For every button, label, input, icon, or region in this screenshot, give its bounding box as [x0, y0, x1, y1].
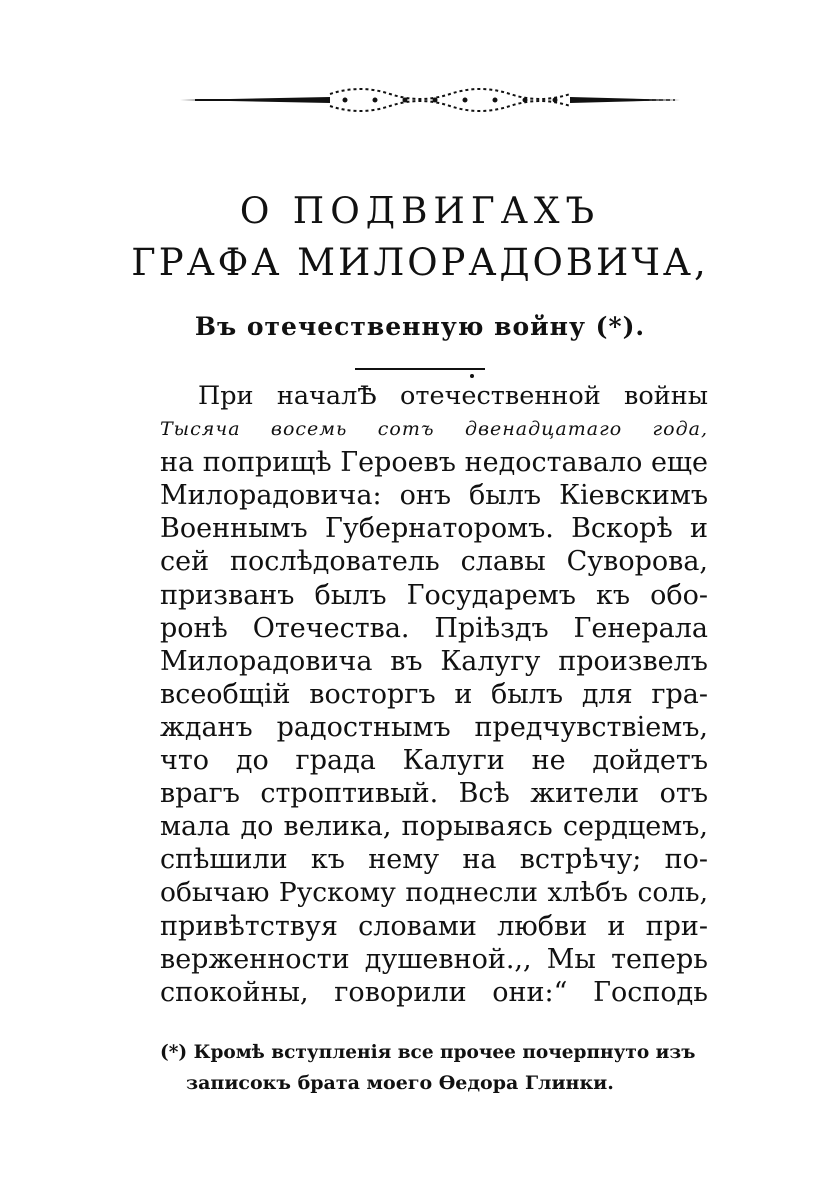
title-rule: [355, 368, 485, 370]
rule-dot: [470, 374, 474, 378]
subtitle: Въ отечественную войну (*).: [194, 312, 646, 341]
text-line-15: спѣшили къ нему на встрѣчу; по-: [160, 844, 708, 876]
text-line-7: призванъ былъ Государемъ къ обо-: [160, 579, 708, 611]
text-line-3: на поприщѣ Героевъ недоставало еще: [160, 447, 708, 479]
text-line-9: Милорадовича въ Калугу произвелъ: [160, 645, 708, 677]
text-line-6: сей послѣдователь славы Суворова,: [160, 546, 708, 578]
title-line-1: О ПОДВИГАХЪ: [239, 191, 601, 232]
text-line-4: Милорадовича: онъ былъ Кіевскимъ: [160, 480, 708, 512]
text-line-2: Тысяча восемь сотъ двенадцатаго года,: [160, 418, 708, 441]
ornament-divider: [180, 82, 680, 116]
footnote-line-1: (*) Кромѣ вступленія все прочее почерпнуто изъ: [160, 1042, 696, 1063]
footnote: [160, 1038, 708, 1098]
text-line-14: мала до велика, порываясь сердцемъ,: [160, 811, 708, 843]
text-line-18: верженности душевной.,, Мы теперь: [160, 943, 708, 975]
text-line-17: привѣтствуя словами любви и при-: [160, 910, 708, 942]
text-line-8: ронѣ Отечества. Пріѣздъ Генерала: [160, 612, 708, 644]
body-paragraph: [160, 380, 708, 1009]
text-line-19: спокойны, говорили они:“ Господь: [160, 976, 708, 1008]
footnote-line-2: записокъ брата моего Ѳедора Глинки.: [186, 1072, 614, 1094]
text-line-13: врагъ строптивый. Всѣ жители отъ: [160, 778, 708, 810]
text-line-12: что до града Калуги не дойдетъ: [160, 745, 708, 777]
text-line-10: всеобщій восторгъ и былъ для гра-: [160, 678, 708, 710]
text-line-1: При началѢ отечественной войны: [198, 381, 708, 411]
text-line-11: жданъ радостнымъ предчувствіемъ,: [160, 711, 708, 743]
text-line-16: обычаю Рускому поднесли хлѣбъ соль,: [160, 877, 708, 909]
text-line-5: Военнымъ Губернаторомъ. Вскорѣ и: [160, 513, 708, 545]
title-line-2: ГРАФА МИЛОРАДОВИЧА,: [131, 241, 709, 284]
